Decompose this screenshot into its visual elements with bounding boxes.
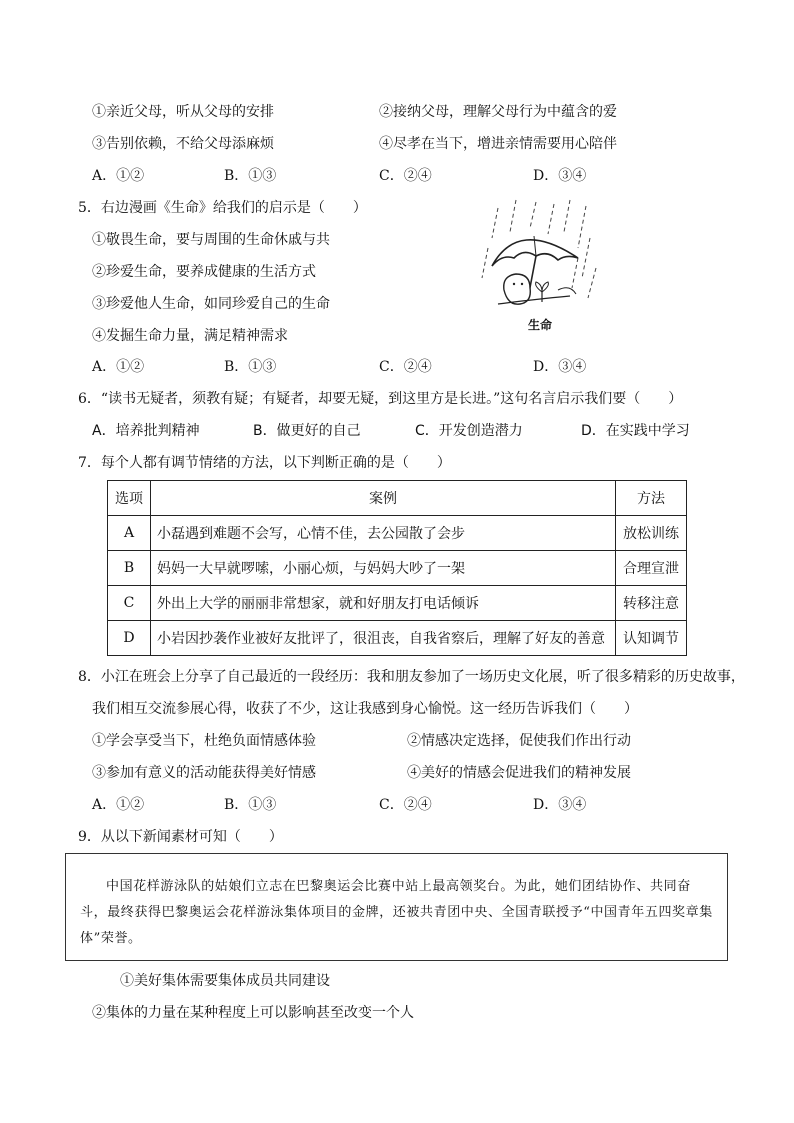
q5-choice-c: C．②④	[379, 359, 432, 375]
q4-choice-b: B．①③	[224, 168, 277, 184]
q5-option-1: ①敬畏生命，要与周围的生命休戚与共	[92, 232, 330, 248]
q6-choice-b: B．做更好的自己	[253, 423, 361, 439]
q8-option-2: ②情感决定选择，促使我们作出行动	[407, 733, 631, 749]
q5-stem: 5．右边漫画《生命》给我们的启示是（ ）	[78, 200, 367, 216]
q4-option-3: ③告别依赖，不给父母添麻烦	[92, 136, 274, 152]
q5-option-3: ③珍爱他人生命，如同珍爱自己的生命	[92, 296, 330, 312]
q5-choice-d: D．③④	[533, 359, 587, 375]
row-method: 认知调节	[616, 621, 687, 656]
q8-choice-d: D．③④	[533, 797, 587, 813]
row-method: 转移注意	[616, 586, 687, 621]
q8-option-1: ①学会享受当下，杜绝负面情感体验	[92, 733, 316, 749]
q6-choice-d: D．在实践中学习	[581, 423, 690, 439]
q9-option-2: ②集体的力量在某种程度上可以影响甚至改变一个人	[92, 1005, 414, 1021]
table-row	[108, 551, 687, 586]
row-method: 合理宣泄	[616, 551, 687, 586]
q9-stem: 9．从以下新闻素材可知（ ）	[78, 829, 283, 845]
q8-stem-line-1: 8．小江在班会上分享了自己最近的一段经历：我和朋友参加了一场历史文化展，听了很多精彩的历史故事，	[78, 669, 745, 685]
row-case: 妈妈一大早就啰嗦，小丽心烦，与妈妈大吵了一架	[151, 551, 616, 586]
table-row	[108, 586, 687, 621]
row-option: B	[108, 551, 151, 586]
header-option: 选项	[108, 481, 151, 516]
table-row	[108, 516, 687, 551]
row-case: 外出上大学的丽丽非常想家，就和好朋友打电话倾诉	[151, 586, 616, 621]
news-material-box	[65, 853, 728, 961]
q5-choice-b: B．①③	[224, 359, 277, 375]
q8-option-4: ④美好的情感会促进我们的精神发展	[407, 765, 631, 781]
row-method: 放松训练	[616, 516, 687, 551]
comic-caption: 生命	[528, 318, 553, 332]
row-case: 小岩因抄袭作业被好友批评了，很沮丧，自我省察后，理解了好友的善意	[151, 621, 616, 656]
row-case: 小磊遇到难题不会写，心情不佳，去公园散了会步	[151, 516, 616, 551]
q5-choice-a: A．①②	[92, 359, 145, 375]
q5-option-4: ④发掘生命力量，满足精神需求	[92, 328, 288, 344]
header-method: 方法	[616, 481, 687, 516]
q4-option-4: ④尽孝在当下，增进亲情需要用心陪伴	[379, 136, 617, 152]
row-option: D	[108, 621, 151, 656]
q4-option-1: ①亲近父母，听从父母的安排	[92, 104, 274, 120]
q8-choice-b: B．①③	[224, 797, 277, 813]
q6-stem: 6．“读书无疑者，须教有疑；有疑者，却要无疑，到这里方是长进。”这句名言启示我们要（ ）	[78, 391, 683, 407]
q8-stem-line-2: 我们相互交流参展心得，收获了不少，这让我感到身心愉悦。这一经历告诉我们（ ）	[92, 701, 638, 717]
row-option: A	[108, 516, 151, 551]
news-text: 中国花样游泳队的姑娘们立志在巴黎奥运会比赛中站上最高领奖台。为此，她们团结协作、共同奋斗，最终获得巴黎奥运会花样游泳集体项目的金牌，还被共青团中央、全国青联授予“中国青年五四奖章集体”荣誉。	[80, 879, 713, 946]
emotion-regulation-table	[107, 480, 687, 656]
q4-choice-c: C．②④	[379, 168, 432, 184]
q8-option-3: ③参加有意义的活动能获得美好情感	[92, 765, 316, 781]
q4-choice-d: D．③④	[533, 168, 587, 184]
q9-option-1: ①美好集体需要集体成员共同建设	[120, 973, 330, 989]
q6-choice-a: A．培养批判精神	[92, 423, 200, 439]
q4-choice-a: A．①②	[92, 168, 145, 184]
q8-choice-c: C．②④	[379, 797, 432, 813]
row-option: C	[108, 586, 151, 621]
table-row	[108, 621, 687, 656]
q8-choice-a: A．①②	[92, 797, 145, 813]
life-comic-illustration	[478, 198, 598, 336]
q6-choice-c: C．开发创造潜力	[415, 423, 523, 439]
q7-stem: 7．每个人都有调节情绪的方法，以下判断正确的是（ ）	[78, 455, 451, 471]
table-header-row	[108, 481, 687, 516]
header-case: 案例	[151, 481, 616, 516]
q4-option-2: ②接纳父母，理解父母行为中蕴含的爱	[379, 104, 617, 120]
q5-option-2: ②珍爱生命，要养成健康的生活方式	[92, 264, 316, 280]
